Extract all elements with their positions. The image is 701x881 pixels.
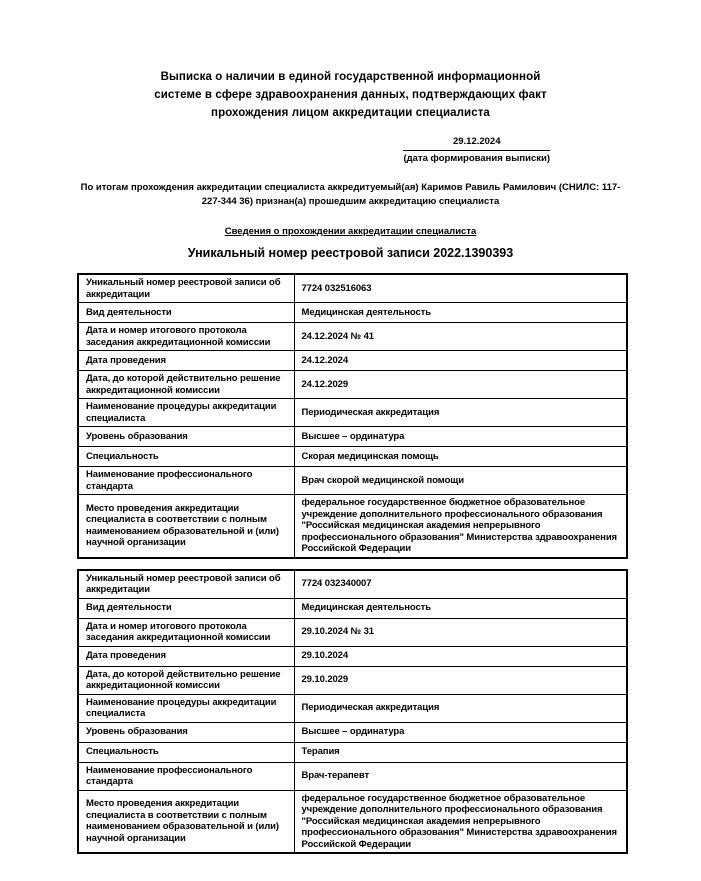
field-label: Уровень образования (78, 427, 294, 447)
document-title-line-2: системе в сфере здравоохранения данных, подтверждающих факт (154, 89, 547, 101)
table-row (78, 694, 627, 722)
field-value: Периодическая аккредитация (294, 399, 627, 427)
field-value: 29.10.2024 № 31 (294, 618, 627, 646)
field-value: федеральное государственное бюджетное образовательное учреждение дополнительного профессионального образования "Российская медицинская академия непрерывного профессионального образования" Министерства здравоохранения Российской Федерации (294, 495, 627, 558)
field-label: Дата проведения (78, 646, 294, 666)
table-row (78, 467, 627, 495)
field-label: Дата и номер итогового протокола заседания аккредитационной комиссии (78, 323, 294, 351)
document-title-line-3: прохождения лицом аккредитации специалиста (211, 107, 490, 119)
field-value: Высшее – ординатура (294, 427, 627, 447)
extract-date-block (0, 136, 701, 165)
table-row (78, 742, 627, 762)
field-label: Уникальный номер реестровой записи об аккредитации (78, 570, 294, 599)
field-value: 24.12.2029 (294, 371, 627, 399)
extract-date-caption: (дата формирования выписки) (403, 153, 550, 164)
table-row (78, 495, 627, 558)
field-value: 24.12.2024 (294, 351, 627, 371)
accreditation-table-2 (77, 569, 628, 855)
table-row (78, 618, 627, 646)
field-label: Уникальный номер реестровой записи об аккредитации (78, 274, 294, 303)
accreditation-table-1 (77, 273, 628, 559)
table-row (78, 323, 627, 351)
field-label: Место проведения аккредитации специалиста в соответствии с полным наименованием образовательной и (или) научной организации (78, 495, 294, 558)
field-value: Медицинская деятельность (294, 598, 627, 618)
field-value: Высшее – ординатура (294, 722, 627, 742)
table-row (78, 722, 627, 742)
field-label: Дата, до которой действительно решение аккредитационной комиссии (78, 371, 294, 399)
table-row (78, 646, 627, 666)
field-label: Наименование профессионального стандарта (78, 762, 294, 790)
document-title (0, 0, 701, 122)
registry-record-heading: Уникальный номер реестровой записи 2022.1390393 (187, 246, 514, 260)
field-label: Наименование профессионального стандарта (78, 467, 294, 495)
field-value: 7724 032516063 (294, 274, 627, 303)
field-label: Вид деятельности (78, 598, 294, 618)
table-row (78, 598, 627, 618)
field-label: Вид деятельности (78, 303, 294, 323)
field-value: Медицинская деятельность (294, 303, 627, 323)
field-value: 29.10.2024 (294, 646, 627, 666)
document-title-line-1: Выписка о наличии в единой государственной информационной (160, 71, 541, 83)
field-label: Дата, до которой действительно решение аккредитационной комиссии (78, 666, 294, 694)
field-value: Периодическая аккредитация (294, 694, 627, 722)
field-value: федеральное государственное бюджетное образовательное учреждение дополнительного профессионального образования "Российская медицинская академия непрерывного профессионального образования" Министерства здравоохранения Российской Федерации (294, 790, 627, 853)
table-row (78, 447, 627, 467)
table-row (78, 570, 627, 599)
field-label: Наименование процедуры аккредитации специалиста (78, 694, 294, 722)
field-value: Скорая медицинская помощь (294, 447, 627, 467)
field-value: Терапия (294, 742, 627, 762)
field-label: Специальность (78, 742, 294, 762)
table-row (78, 666, 627, 694)
table-row (78, 371, 627, 399)
table-row (78, 427, 627, 447)
field-label: Дата проведения (78, 351, 294, 371)
table-row (78, 790, 627, 853)
accreditation-summary-text: По итогам прохождения аккредитации специалиста аккредитуемый(ая) Каримов Равиль Рамилович (СНИЛС: 117-227-344 36) признан(а) прошедшим аккредитацию специалиста (80, 182, 621, 207)
field-label: Специальность (78, 447, 294, 467)
table-row (78, 351, 627, 371)
field-value: 24.12.2024 № 41 (294, 323, 627, 351)
table-row (78, 303, 627, 323)
table-row (78, 762, 627, 790)
field-value: Врач скорой медицинской помощи (294, 467, 627, 495)
field-value: 29.10.2029 (294, 666, 627, 694)
table-row (78, 274, 627, 303)
field-label: Наименование процедуры аккредитации специалиста (78, 399, 294, 427)
table-row (78, 399, 627, 427)
field-label: Уровень образования (78, 722, 294, 742)
extract-date-column (403, 136, 550, 165)
extract-date: 29.12.2024 (403, 136, 550, 151)
field-label: Место проведения аккредитации специалиста в соответствии с полным наименованием образовательной и (или) научной организации (78, 790, 294, 853)
field-label: Дата и номер итогового протокола заседания аккредитационной комиссии (78, 618, 294, 646)
section-heading: Сведения о прохождении аккредитации специалиста (224, 226, 477, 237)
field-value: 7724 032340007 (294, 570, 627, 599)
field-value: Врач-терапевт (294, 762, 627, 790)
